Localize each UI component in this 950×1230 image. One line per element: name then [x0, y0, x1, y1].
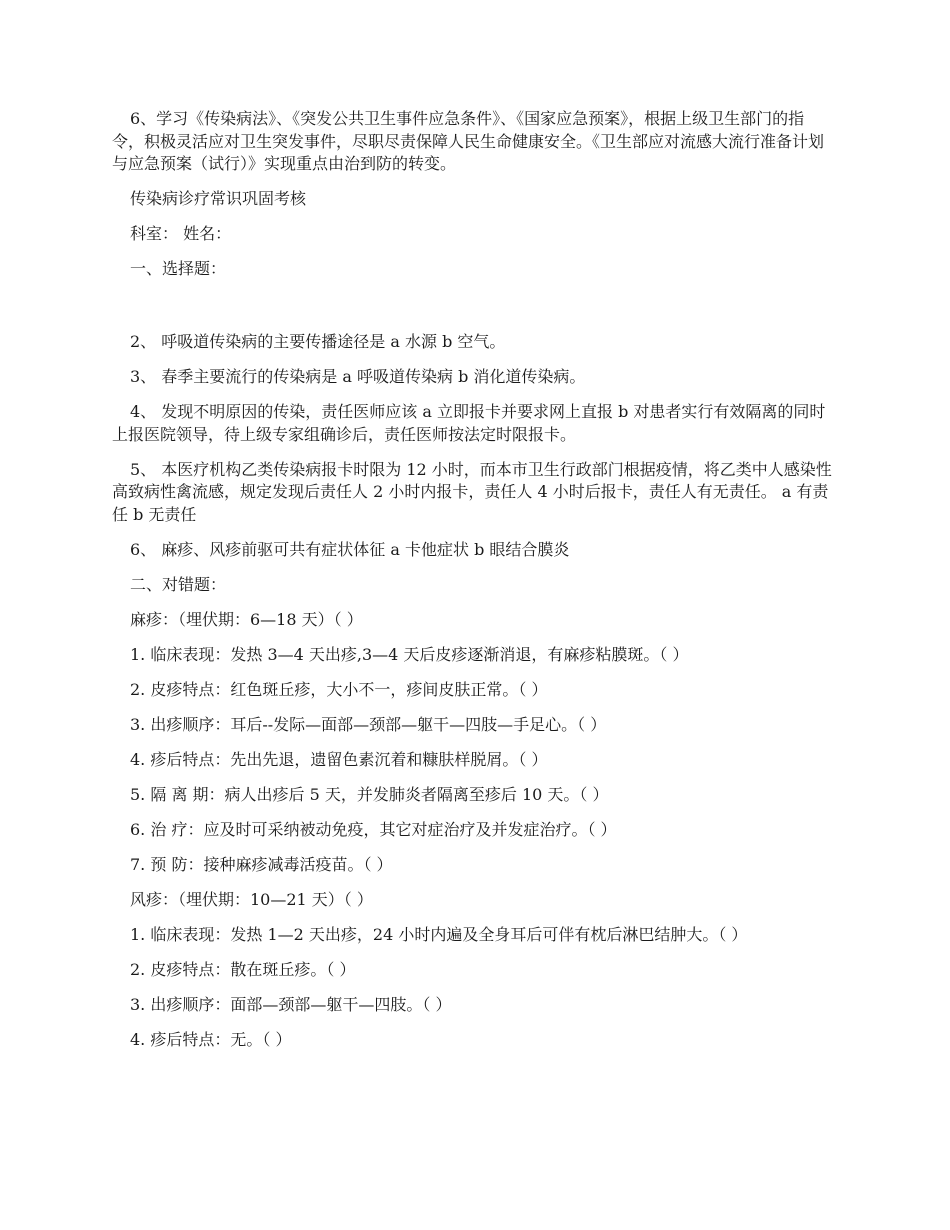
rubella-item-4: 4. 疹后特点：无。（ ） — [130, 1029, 292, 1049]
measles-item-3: 3. 出疹顺序：耳后--发际—面部—颈部—躯干—四肢—手足心。（ ） — [130, 714, 607, 734]
section-heading-choice: 一、选择题： — [130, 259, 227, 278]
department-name-line: 科室： 姓名： — [130, 224, 232, 243]
paragraph-intro-item-6: 6、学习《传染病法》、《突发公共卫生事件应急条件》、《国家应急预案》，根据上级卫生部门的指令，积极灵活应对卫生突发事件，尽职尽责保障人民生命健康安全。《卫生部应对流感大流行准备计划与应急预案（试行）》实现重点由治到防的转变。 — [112, 109, 825, 173]
measles-item-1: 1. 临床表现：发热 3—4 天出疹,3—4 天后皮疹逐渐消退，有麻疹粘膜斑。（ ） — [130, 644, 689, 664]
measles-item-7: 7. 预 防：接种麻疹减毒活疫苗。（ ） — [130, 854, 393, 874]
choice-question-3: 3、 春季主要流行的传染病是 a 呼吸道传染病 b 消化道传染病。 — [130, 367, 586, 386]
rubella-heading: 风疹：（埋伏期：10—21 天）（ ） — [130, 889, 373, 909]
choice-question-2: 2、 呼吸道传染病的主要传播途径是 a 水源 b 空气。 — [130, 332, 506, 351]
measles-item-2: 2. 皮疹特点：红色斑丘疹，大小不一，疹间皮肤正常。（ ） — [130, 679, 548, 699]
exam-title: 传染病诊疗常识巩固考核 — [130, 189, 307, 208]
choice-question-5: 5、 本医疗机构乙类传染病报卡时限为 12 小时，而本市卫生行政部门根据疫情，将乙类中人感染性高致病性禽流感，规定发现后责任人 2 小时内报卡，责任人 4 小时后报卡，责任人有无责任。 a 有责任 b 无责任 — [112, 459, 832, 524]
measles-item-4: 4. 疹后特点：先出先退，遗留色素沉着和糠肤样脱屑。（ ） — [130, 749, 548, 769]
section-heading-true-false: 二、对错题： — [130, 574, 227, 594]
choice-question-6: 6、 麻疹、风疹前驱可共有症状体征 a 卡他症状 b 眼结合膜炎 — [130, 539, 570, 559]
document-page — [112, 108, 834, 1064]
measles-item-6: 6. 治 疗：应及时可采纳被动免疫，其它对症治疗及并发症治疗。（ ） — [130, 819, 617, 839]
rubella-item-3: 3. 出疹顺序：面部—颈部—躯干—四肢。（ ） — [130, 994, 452, 1014]
measles-item-5: 5. 隔 离 期：病人出疹后 5 天，并发肺炎者隔离至疹后 10 天。（ ） — [130, 784, 609, 804]
choice-question-4: 4、 发现不明原因的传染，责任医师应该 a 立即报卡并要求网上直报 b 对患者实行有效隔离的同时上报医院领导，待上级专家组确诊后，责任医师按法定时限报卡。 — [112, 402, 826, 444]
blank-spacer — [112, 293, 834, 331]
measles-heading: 麻疹：（埋伏期：6—18 天）（ ） — [130, 609, 363, 629]
rubella-item-2: 2. 皮疹特点：散在斑丘疹。（ ） — [130, 959, 356, 979]
rubella-item-1: 1. 临床表现：发热 1—2 天出疹，24 小时内遍及全身耳后可伴有枕后淋巴结肿大。（ ） — [130, 924, 748, 944]
